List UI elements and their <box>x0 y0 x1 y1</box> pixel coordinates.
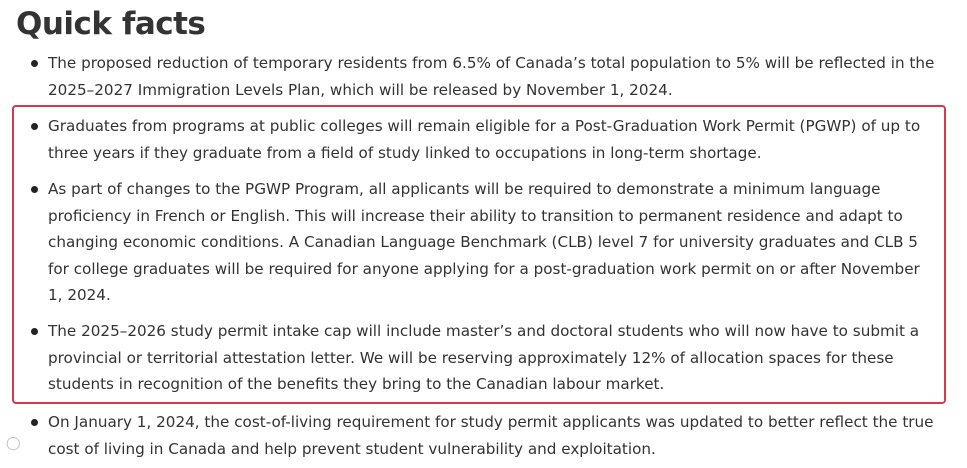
watermark-logo: ◯ <box>6 436 21 451</box>
list-item: On January 1, 2024, the cost-of-living requirement for study permit applicants was updated to better reflect the true cost of living in Canada and help prevent student vulnerability and exploitation. <box>48 409 938 462</box>
list-item: As part of changes to the PGWP Program, all applicants will be required to demonstrate a minimum language proficiency in French or English. This will increase their ability to transition to permanent residence and adapt to changing economic conditions. A Canadian Language Benchmark (CLB) level 7 for university graduates and CLB 5 for college graduates will be required for anyone applying for a post-graduation work permit on or after November 1, 2024. <box>48 176 938 309</box>
list-item: The 2025–2026 study permit intake cap will include master’s and doctoral students who will now have to submit a provincial or territorial attestation letter. We will be reserving approximately 12% of allocation spaces for these students in recognition of the benefits they bring to the Canadian labour market. <box>48 318 938 398</box>
list-item: Graduates from programs at public colleges will remain eligible for a Post-Graduation Work Permit (PGWP) of up to three years if they graduate from a field of study linked to occupations in long-term shortage. <box>48 113 938 166</box>
list-item: The proposed reduction of temporary residents from 6.5% of Canada’s total population to 5% will be reflected in the 2025–2027 Immigration Levels Plan, which will be released by November 1, 2024. <box>48 50 938 103</box>
page-heading: Quick facts <box>16 6 206 42</box>
